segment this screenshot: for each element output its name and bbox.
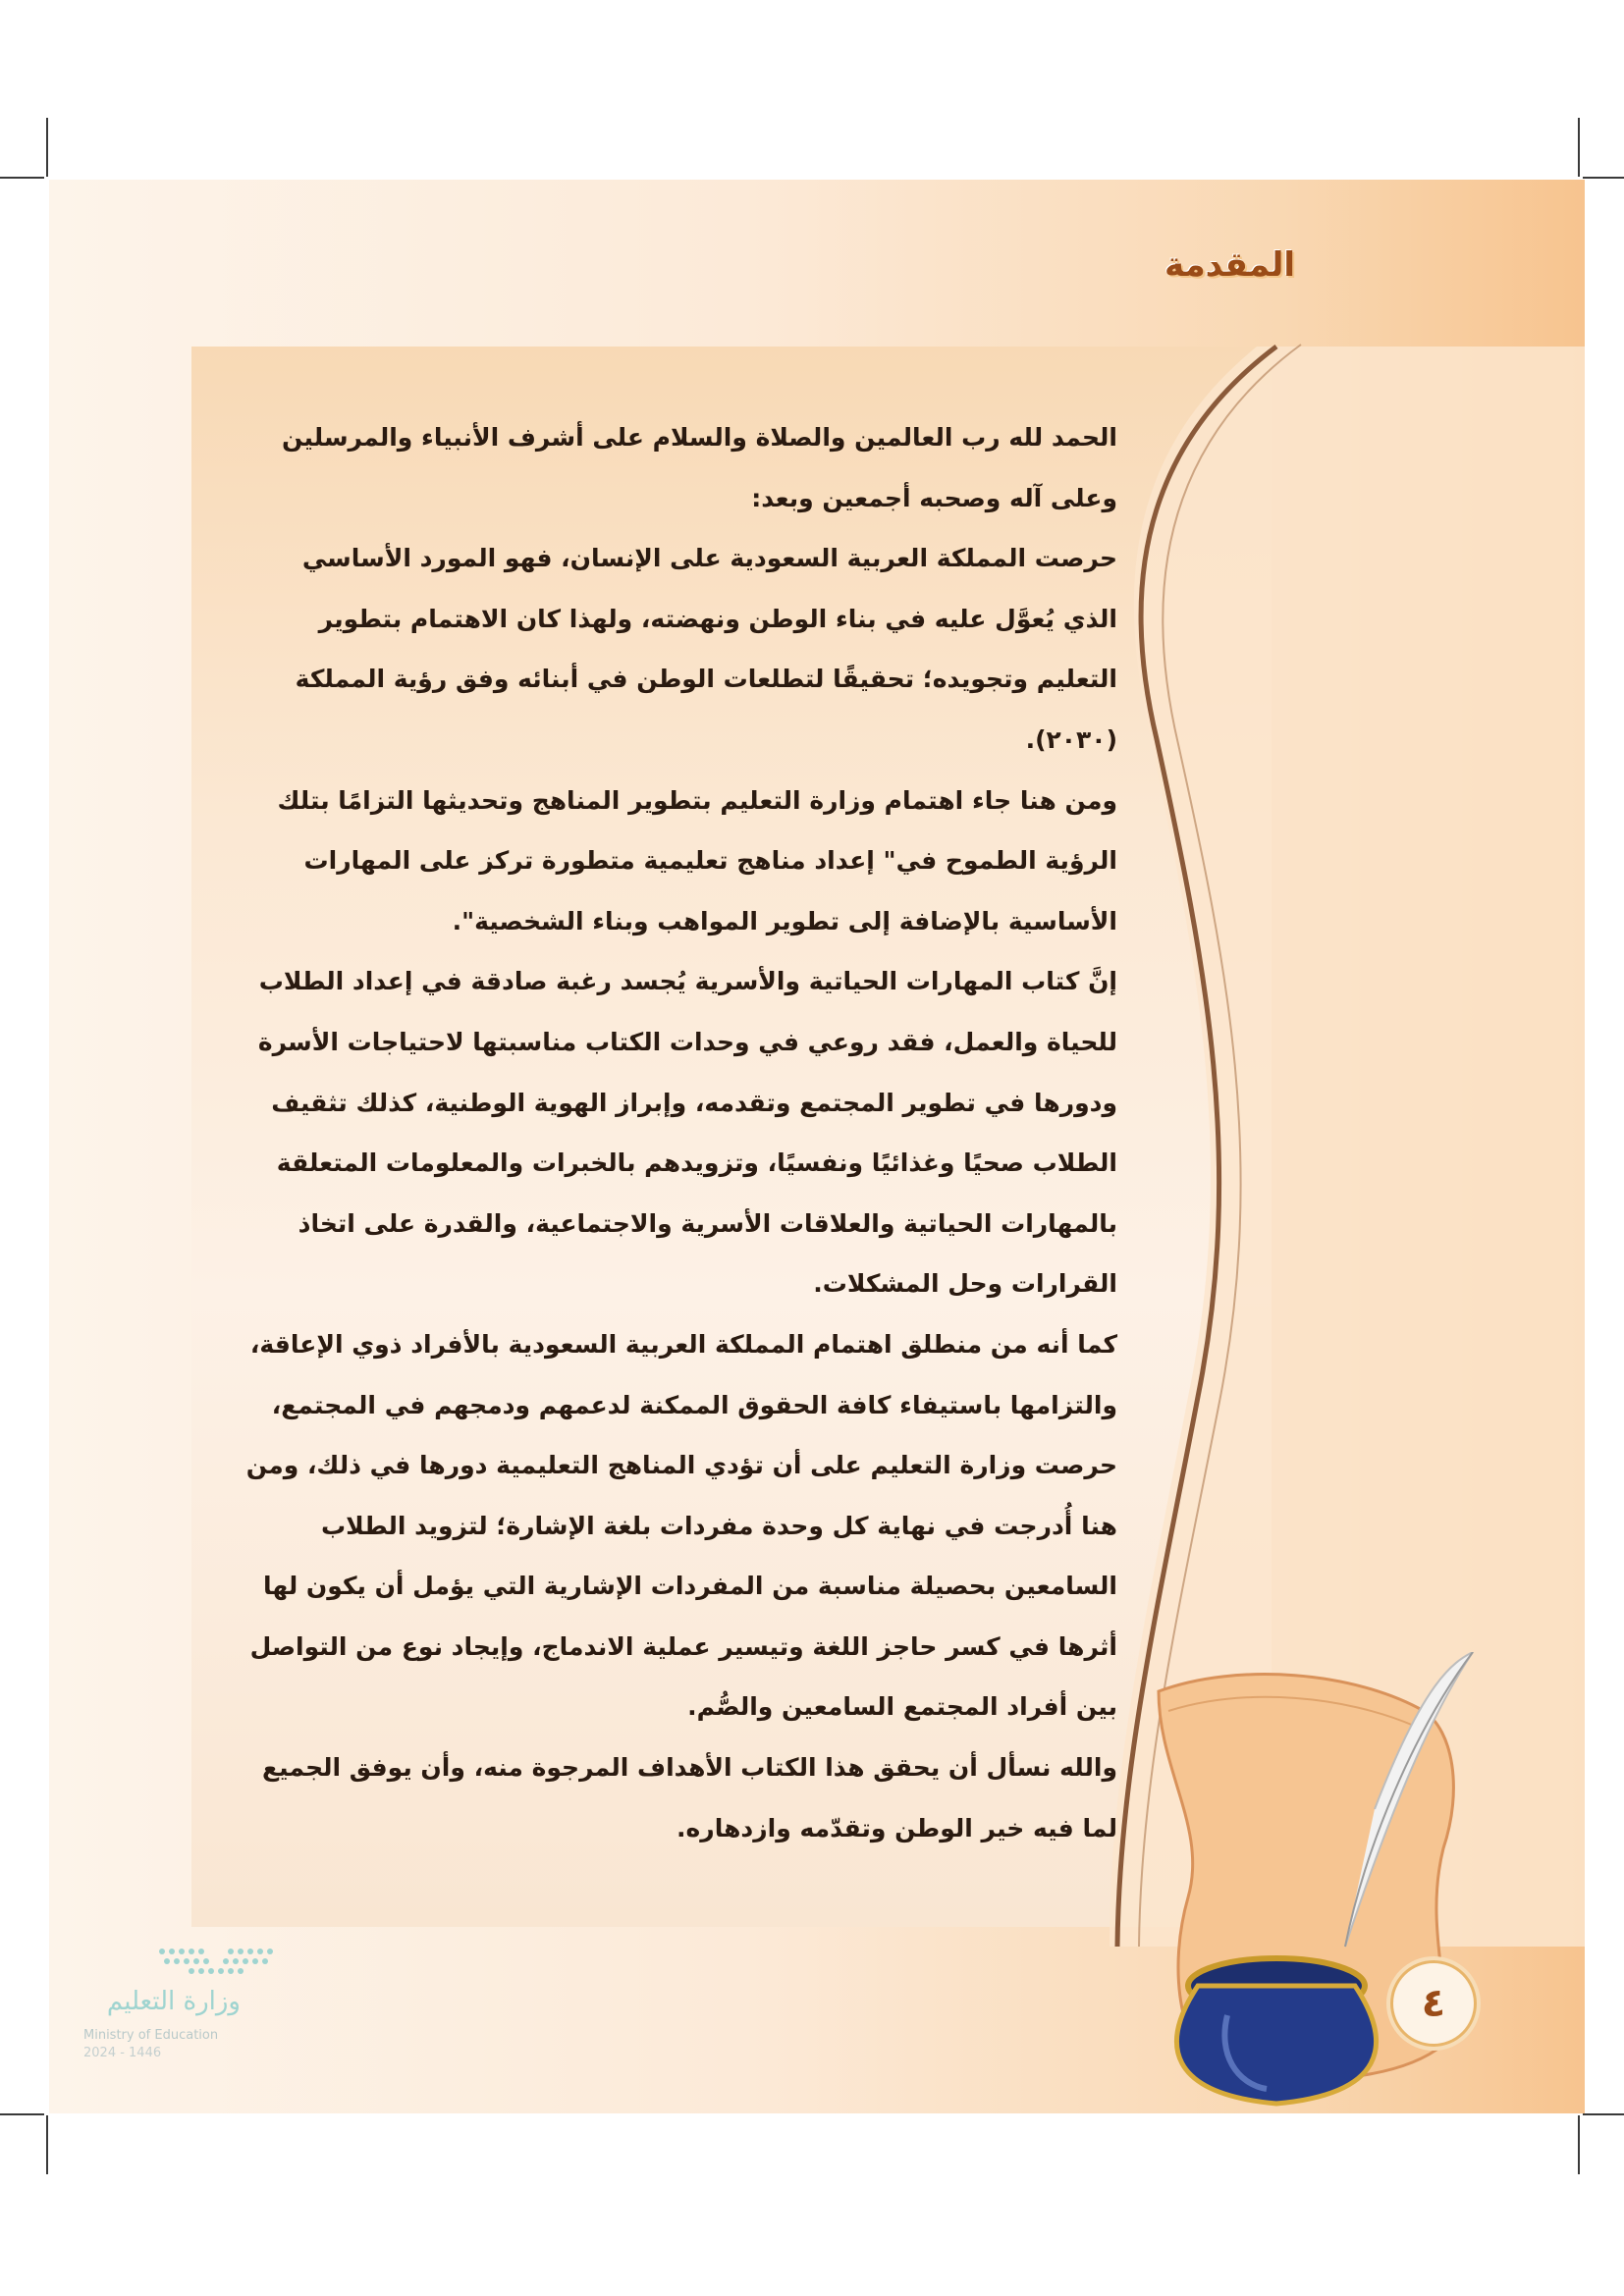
quill-scroll-illustration [1100, 1652, 1512, 2113]
ministry-name-ar: وزارة التعليم [106, 1987, 241, 2016]
crop-mark [1583, 177, 1624, 179]
crop-mark [46, 2115, 48, 2174]
paragraph-disability: كما أنه من منطلق اهتمام المملكة العربية السعودية بالأفراد ذوي الإعاقة، والتزامها باستيفاء كافة الحقوق الممكنة لدعمهم ودمجهم في المجتمع، حرصت وزارة التعليم على أن تؤدي المناهج التعليمية دورها في ذلك، ومن هنا أُدرجت في نهاية كل وحدة مفردات بلغة الإشارة؛ لتزويد الطلاب السامعين بحصيلة مناسبة من المفردات الإشارية التي يؤمل أن يكون لها أثرها في كسر حاجز اللغة وتيسير عملية الاندماج، وإيجاد نوع من التواصل بين أفراد المجتمع السامعين والصُّم. [245, 1329, 1117, 1722]
ministry-name-en: Ministry of Education [83, 2028, 219, 2043]
crop-mark [1583, 2113, 1624, 2115]
crop-mark [1578, 118, 1580, 177]
paragraph-opening: الحمد لله رب العالمين والصلاة والسلام على أشرف الأنبياء والمرسلين وعلى آله وصحبه أجمعين وبعد: [282, 423, 1117, 512]
paragraph-kingdom: حرصت المملكة العربية السعودية على الإنسان، فهو المورد الأساسي الذي يُعوَّل عليه في بناء الوطن ونهضته، ولهذا كان الاهتمام بتطوير التعليم وتجويده؛ تحقيقًا لتطلعات الوطن في أبنائه وفق رؤية المملكة (٢٠٣٠). [295, 544, 1117, 754]
ministry-year: 2024 - 1446 [83, 2046, 162, 2060]
paragraph-closing: والله نسأل أن يحقق هذا الكتاب الأهداف المرجوة منه، وأن يوفق الجميع لما فيه خير الوطن وتقدّمه وازدهاره. [262, 1753, 1117, 1842]
ministry-logo [83, 1944, 250, 2081]
page-number: ٤ [1390, 1960, 1477, 2047]
paragraph-ministry: ومن هنا جاء اهتمام وزارة التعليم بتطوير المناهج وتحديثها التزامًا بتلك الرؤية الطموح في" إعداد مناهج تعليمية متطورة تركز على المهارات الأساسية بالإضافة إلى تطوير المواهب وبناء الشخصية". [277, 785, 1117, 935]
crop-mark [46, 118, 48, 177]
crop-mark [0, 2113, 44, 2115]
page-title: المقدمة [1164, 245, 1295, 285]
crop-mark [0, 177, 44, 179]
ministry-logo-icon [152, 1944, 290, 1987]
paragraph-book: إنَّ كتاب المهارات الحياتية والأسرية يُجسد رغبة صادقة في إعداد الطلاب للحياة والعمل، فقد روعي في وحدات الكتاب مناسبتها لاحتياجات الأسرة ودورها في تطوير المجتمع وتقدمه، وإبراز الهوية الوطنية، كذلك تثقيف الطلاب صحيًا وغذائيًا ونفسيًا، وتزويدهم بالخبرات والمعلومات المتعلقة بالمهارات الحياتية والعلاقات الأسرية والاجتماعية، والقدرة على اتخاذ القرارات وحل المشكلات. [257, 967, 1117, 1299]
crop-mark [1578, 2115, 1580, 2174]
introduction-text [245, 407, 1117, 1858]
